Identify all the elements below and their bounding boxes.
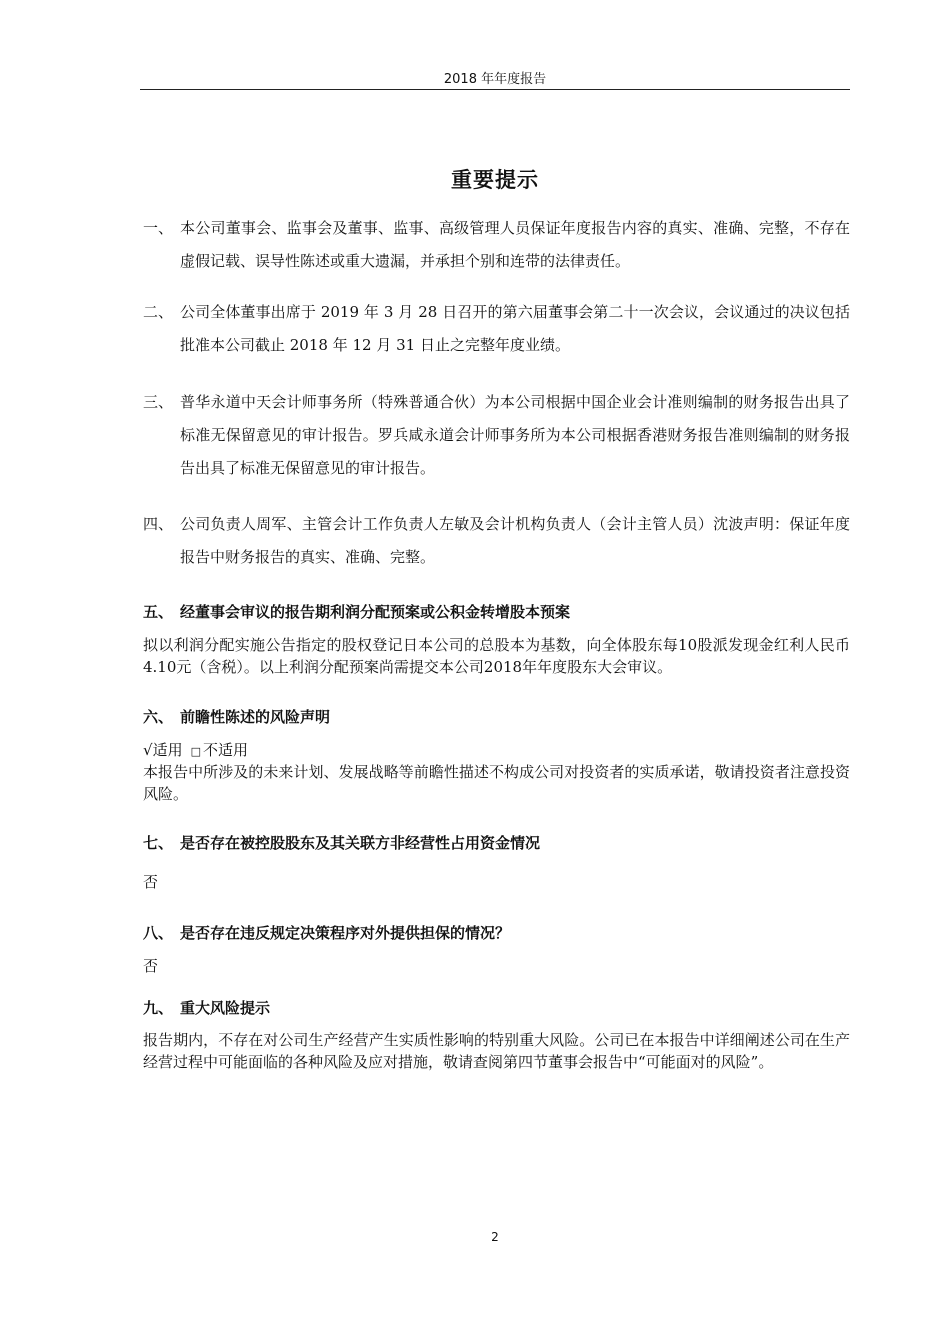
section-8-number: 八、 xyxy=(143,924,174,942)
section-5-number: 五、 xyxy=(143,603,174,621)
section-7-heading: 是否存在被控股股东及其关联方非经营性占用资金情况 xyxy=(180,834,541,852)
section-9-heading: 重大风险提示 xyxy=(180,999,271,1017)
section-7-number: 七、 xyxy=(143,834,174,852)
section-2-number: 二、 xyxy=(143,303,174,321)
section-6-heading-row xyxy=(143,706,850,728)
empty-box-icon: □ xyxy=(190,745,201,758)
section-3 xyxy=(143,386,850,485)
section-9-number: 九、 xyxy=(143,999,174,1017)
header-divider xyxy=(140,89,850,90)
section-6-body: 本报告中所涉及的未来计划、发展战略等前瞻性描述不构成公司对投资者的实质承诺，敬请投资者注意投资风险。 xyxy=(143,763,850,803)
section-9-heading-row xyxy=(143,997,850,1019)
checkmark-icon: √ xyxy=(143,741,153,759)
section-3-number: 三、 xyxy=(143,393,174,411)
applicable-label: 适用 xyxy=(152,741,183,759)
section-3-text: 普华永道中天会计师事务所（特殊普通合伙）为本公司根据中国企业会计准则编制的财务报告出具了标准无保留意见的审计报告。罗兵咸永道会计师事务所为本公司根据香港财务报告准则编制的财务报告出具了标准无保留意见的审计报告。 xyxy=(180,393,850,477)
section-8-body: 否 xyxy=(143,957,159,975)
section-2 xyxy=(143,296,850,362)
section-5-heading: 经董事会审议的报告期利润分配预案或公积金转增股本预案 xyxy=(180,603,571,621)
section-5-heading-row xyxy=(143,601,850,623)
section-5-body: 拟以利润分配实施公告指定的股权登记日本公司的总股本为基数，向全体股东每10股派发现金红利人民币4.10元（含税）。以上利润分配预案尚需提交本公司2018年年度股东大会审议。 xyxy=(143,636,850,676)
section-8-heading: 是否存在违反规定决策程序对外提供担保的情况？ xyxy=(180,924,511,942)
section-8-heading-row xyxy=(143,922,850,944)
section-4-number: 四、 xyxy=(143,515,174,533)
section-9-body: 报告期内，不存在对公司生产经营产生实质性影响的特别重大风险。公司已在本报告中详细阐述公司在生产经营过程中可能面临的各种风险及应对措施，敬请查阅第四节董事会报告中“可能面对的风险”。 xyxy=(143,1031,850,1071)
section-1-number: 一、 xyxy=(143,219,174,237)
section-1 xyxy=(143,212,850,278)
section-4 xyxy=(143,508,850,574)
not-applicable-label: 不适用 xyxy=(202,741,248,759)
running-header: 2018 年年度报告 xyxy=(443,72,547,87)
section-7-heading-row xyxy=(143,832,850,854)
section-7-body: 否 xyxy=(143,873,159,891)
section-2-text: 公司全体董事出席于 2019 年 3 月 28 日召开的第六届董事会第二十一次会议，会议通过的决议包括批准本公司截止 2018 年 12 月 31 日止之完整年度业绩。 xyxy=(180,303,850,354)
page-number: 2 xyxy=(491,1230,499,1244)
section-4-text: 公司负责人周军、主管会计工作负责人左敏及会计机构负责人（会计主管人员）沈波声明：保证年度报告中财务报告的真实、准确、完整。 xyxy=(180,515,850,566)
section-6-heading: 前瞻性陈述的风险声明 xyxy=(180,708,331,726)
applicability-line xyxy=(143,739,248,763)
section-1-text: 本公司董事会、监事会及董事、监事、高级管理人员保证年度报告内容的真实、准确、完整，不存在虚假记载、误导性陈述或重大遗漏，并承担个别和连带的法律责任。 xyxy=(180,219,850,270)
page-title: 重要提示 xyxy=(451,168,539,192)
section-6-number: 六、 xyxy=(143,708,174,726)
